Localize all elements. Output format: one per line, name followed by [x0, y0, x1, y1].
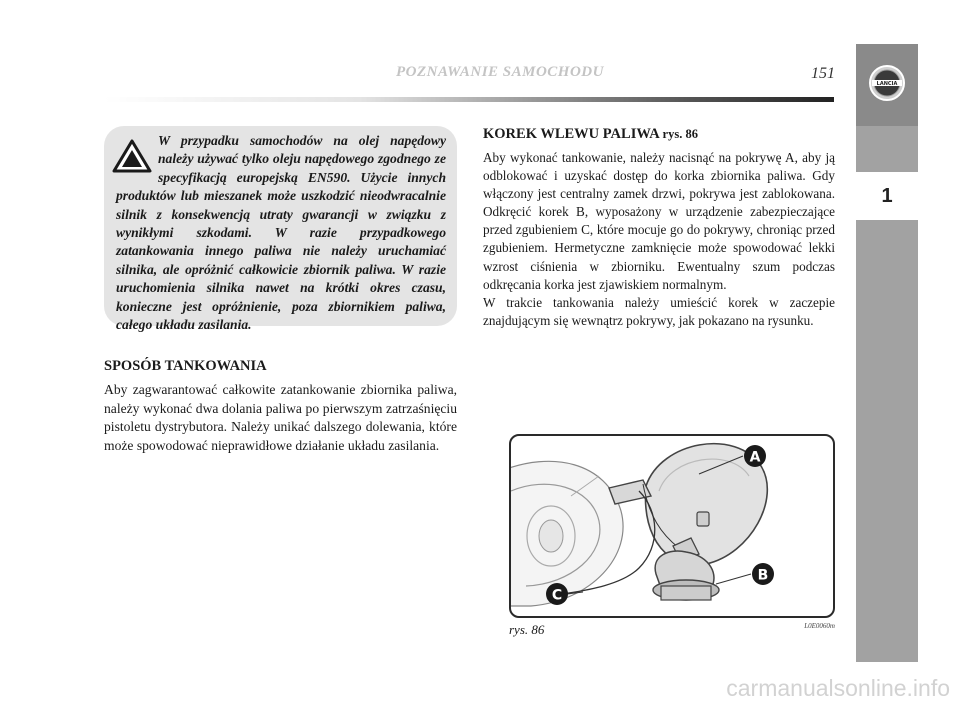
fuel-cap-section-body [483, 149, 835, 330]
header-rule [104, 97, 834, 102]
fuel-cap-paragraph-2: W trakcie tankowania należy umieścić korek w zaczepie znajdującym się wewnątrz pokrywy, jak pokazano na rysunku. [483, 294, 835, 328]
refuel-section-body: Aby zagwarantować całkowite zatankowanie zbiornika paliwa, należy wykonać dwa dolania paliwa po pierwszym zatrzaśnięciu pistoletu dystrybutora. Należy unikać dalszego dolewania, które może spowodować nieprawidłowe działanie układu zasilania. [104, 382, 457, 453]
figure-caption: rys. 86 [509, 622, 545, 637]
lancia-logo-icon [868, 64, 906, 102]
logo-lettering: LANCIA [876, 81, 898, 87]
callout-label-b: B [757, 567, 769, 584]
fuel-cap-figure-ref: rys. 86 [662, 127, 698, 141]
watermark: carmanualsonline.info [726, 675, 950, 701]
fuel-cap-illustration [511, 436, 833, 616]
figure-code: L0E0060m [804, 622, 835, 630]
page-number: 151 [811, 65, 835, 82]
fuel-cap-paragraph-1: Aby wykonać tankowanie, należy nacisnąć na pokrywę A, aby ją odblokować i uzyskać dostęp do korka zbiornika paliwa. Gdy włączony jest centralny zamek drzwi, pokrywa jest zablokowana. Odkręcić korek B, wyposażony w urządzenie zabezpieczające przed zgubieniem C, które mocuje go do pokrywy, chroniąc przed zgubieniem. Hermetyczne zamknięcie może spowodować lekki wzrost ciśnienia w zbiorniku. Ewentualny szum podczas odkręcania korka jest zjawiskiem normalnym. [483, 150, 835, 292]
callout-label-c: C [551, 587, 563, 604]
chapter-number: 1 [856, 172, 918, 220]
warning-text: W przypadku samochodów na olej napędowy należy używać tylko oleju napędowego zgodnego ze specyfikacją europejską EN590. Użycie innych produktów lub mieszanek może uszkodzić nieodwracalnie silnik z konsekwencją utraty gwarancji w związku z wynikłymi szkodami. W razie przypadkowego zatankowania innego paliwa nie należy uruchamiać silnika, ale opróżnić całkowicie zbiornik paliwa. W razie uruchomienia silnika nawet na krótki okres czasu, konieczne jest opróżnienie, poza zbiornikiem paliwa, całego układu zasilania. [116, 133, 446, 333]
callout-label-a: A [749, 449, 761, 466]
chapter-side-tab [856, 44, 918, 662]
fuel-cap-section-title [483, 126, 835, 143]
figure-fuel-cap [509, 434, 835, 618]
running-title: POZNAWANIE SAMOCHODU [396, 64, 604, 80]
side-tab-header [856, 44, 918, 126]
fuel-cap-title-text: KOREK WLEWU PALIWA [483, 126, 659, 142]
refuel-section-title: SPOSÓB TANKOWANIA [104, 358, 267, 374]
